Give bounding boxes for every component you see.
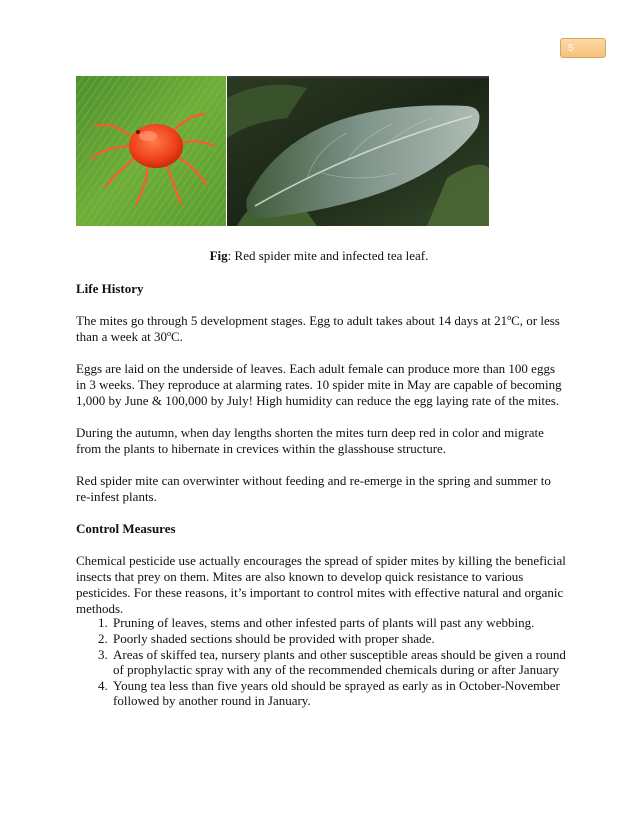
list-item [76, 647, 566, 677]
life-history-paragraph: The mites go through 5 development stages. Egg to adult takes about 14 days at 21ºC, or less than a week at 30ºC. [76, 313, 560, 344]
caption-label: Fig [209, 248, 228, 263]
page-number-badge [560, 38, 606, 58]
life-history-paragraph: During the autumn, when day lengths shorten the mites turn deep red in color and migrate from the plants to hibernate in crevices within the glasshouse structure. [76, 425, 544, 456]
list-item-number: 4. [98, 678, 108, 693]
figure-caption [0, 248, 638, 264]
list-item-number: 1. [98, 615, 108, 630]
control-measures-intro: Chemical pesticide use actually encourages the spread of spider mites by killing the beneficial insects that prey on them. Mites are also known to develop quick resistance to various pesticides. For these reasons, it’s important to control mites with effective natural and organic methods. [76, 553, 566, 616]
life-history-paragraph: Eggs are laid on the underside of leaves. Each adult female can produce more than 100 eggs in 3 weeks. They reproduce at alarming rates. 10 spider mite in May are capable of becoming 1,000 by June & 100,000 by July! High humidity can reduce the egg laying rate of the mites. [76, 361, 562, 408]
list-item-number: 2. [98, 631, 108, 646]
control-measures-list [76, 615, 566, 709]
list-item [76, 631, 566, 646]
list-item-text: Areas of skiffed tea, nursery plants and other susceptible areas should be given a round of prophylactic spray with any of the recommended chemicals during or after January [113, 647, 566, 677]
infected-tea-leaf-photo [227, 76, 489, 226]
control-measures-heading: Control Measures [76, 521, 176, 536]
life-history-paragraph: Red spider mite can overwinter without feeding and re-emerge in the spring and summer to re-infest plants. [76, 473, 551, 504]
red-spider-mite-photo [76, 76, 226, 226]
list-item-number: 3. [98, 647, 108, 662]
life-history-heading: Life History [76, 281, 144, 296]
list-item [76, 678, 566, 708]
list-item-text: Poorly shaded sections should be provided with proper shade. [113, 631, 435, 646]
list-item-text: Pruning of leaves, stems and other infested parts of plants will past any webbing. [113, 615, 535, 630]
list-item-text: Young tea less than five years old should be sprayed as early as in October-November followed by another round in January. [113, 678, 560, 708]
caption-text: : Red spider mite and infected tea leaf. [227, 248, 429, 263]
page-number: 5 [568, 43, 574, 54]
list-item [76, 615, 566, 630]
